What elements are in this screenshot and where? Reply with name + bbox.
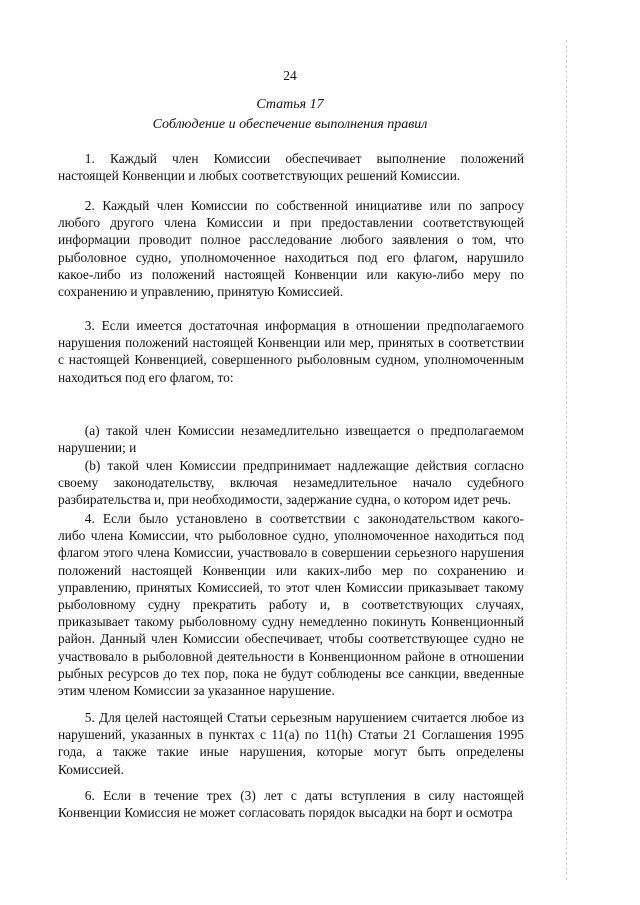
text-line: Комиссией. [58, 761, 124, 777]
page-number: 24 [283, 68, 297, 83]
paragraph-4 [58, 510, 524, 699]
text-line: сохранению и управлению, принятую Комиссией. [58, 284, 344, 300]
text-line: находиться под его флагом, то: [58, 369, 234, 385]
text-line: нарушения положений настоящей Конвенции или мер, принятых в соответствии [58, 335, 524, 351]
paragraph-1 [58, 150, 524, 184]
text-line: приказывает такому рыболовному судну немедленно покинуть Конвенционный [58, 614, 524, 630]
text-line: этим членом Комиссии за указанное нарушение. [58, 683, 335, 699]
text-line: рыболовному судну прекратить работу и, в соответствующих случаях, [58, 597, 524, 613]
text-line: (a) такой член Комиссии незамедлительно извещается о предполагаемом [58, 423, 524, 438]
text-line: года, а также такие иные нарушения, которые могут быть определены [58, 744, 524, 760]
text-line: рыболовное судно, уполномоченное находиться под его флагом, нарушило [58, 249, 524, 265]
text-line: настоящей Конвенции и любых соответствующих решений Комиссии. [58, 168, 461, 184]
text-line: 5. Для целей настоящей Статьи серьезным нарушением считается любое из [58, 710, 524, 725]
text-line: рыбных ресурсов до тех пор, пока не будут соблюдены все санкции, введенные [58, 665, 524, 681]
text-line: положений настоящей Конвенции или каких-либо мер по сохранению и [58, 562, 524, 578]
text-line: информации проводит полное расследование любого заявления о том, что [58, 232, 524, 248]
paragraph-2 [58, 197, 524, 300]
paragraph-3a [58, 422, 524, 456]
text-line: любого другого члена Комиссии и при предоставлении соответствующей [58, 215, 524, 231]
text-line: Конвенции Комиссия не может согласовать порядок высадки на борт и осмотра [58, 805, 513, 821]
text-line: нарушении; и [58, 440, 137, 456]
article-title: Статья 17 [256, 97, 324, 112]
text-line: управлению, принятых Комиссией, то этот член Комиссии приказывает такому [58, 579, 524, 595]
paragraph-3b [58, 457, 524, 509]
scan-edge-line [566, 40, 567, 880]
text-line: с настоящей Конвенцией, совершенного рыболовным судном, уполномоченным [58, 352, 524, 368]
paragraph-6 [58, 787, 524, 821]
text-line: (b) такой член Комиссии предпринимает надлежащие действия согласно [58, 458, 524, 473]
paragraph-5 [58, 709, 524, 778]
text-line: 1. Каждый член Комиссии обеспечивает выполнение положений [58, 151, 524, 166]
text-line: район. Данный член Комиссии обеспечивает, чтобы соответствующее судно не [58, 631, 524, 647]
text-line: либо члена Комиссии, что рыболовное судно, уполномоченное находиться под [58, 528, 524, 544]
text-line: нарушений, указанных в пунктах с 11(a) по 11(h) Статьи 21 Соглашения 1995 [58, 727, 524, 743]
text-line: флагом этого члена Комиссии, участвовало в совершении серьезного нарушения [58, 545, 524, 561]
text-line: 2. Каждый член Комиссии по собственной инициативе или по запросу [58, 198, 524, 213]
text-line: 4. Если было установлено в соответствии с законодательством какого- [58, 511, 524, 526]
text-line: участвовало в рыболовной деятельности в Конвенционном районе в отношении [58, 648, 524, 664]
text-line: какое-либо из положений настоящей Конвенции или какую-либо меру по [58, 266, 524, 282]
text-line: разбирательства и, при необходимости, задержание судна, о котором идет речь. [58, 492, 512, 508]
text-line: 3. Если имеется достаточная информация в отношении предполагаемого [58, 318, 524, 333]
text-line: 6. Если в течение трех (3) лет с даты вступления в силу настоящей [58, 788, 524, 803]
paragraph-3 [58, 317, 524, 386]
text-line: своему законодательству, включая незамедлительное начало судебного [58, 475, 524, 491]
article-subtitle: Соблюдение и обеспечение выполнения правил [152, 117, 428, 132]
